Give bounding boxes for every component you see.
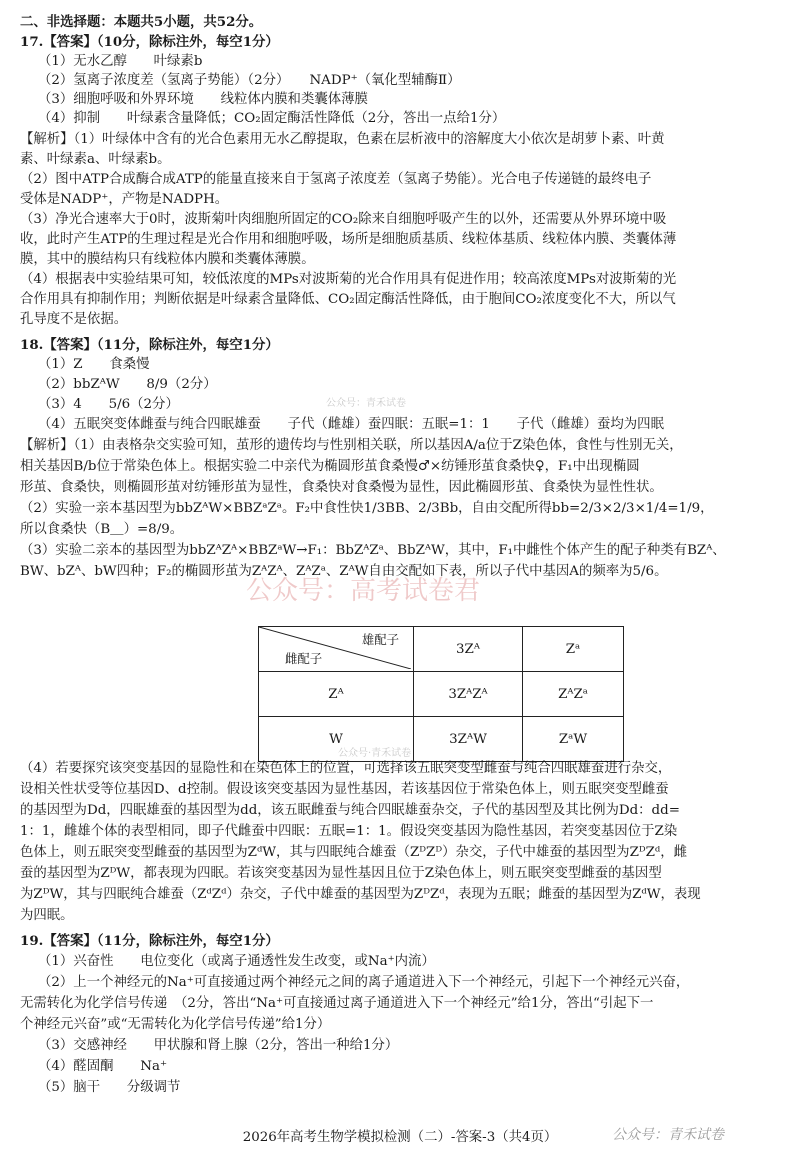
q18-analysis-line: 为ZᴰW，其与四眠纯合雄蚕（ZᵈZᵈ）杂交，子代中雄蚕的基因型为ZᴰZᵈ，表现为五眠；雌蚕的基因型为ZᵈW，表现 <box>20 887 701 902</box>
q18-analysis-line: 为四眠。 <box>20 908 74 923</box>
q18-analysis-line: 的基因型为Dd，四眠雄蚕的基因型为dd，该五眠雌蚕与纯合四眠雄蚕杂交，子代的基因型及其比例为Dd：dd= <box>20 803 680 818</box>
q17-analysis-line: 收，此时产生ATP的生理过程是光合作用和细胞呼吸，场所是细胞质基质、线粒体基质、线粒体内膜、类囊体薄 <box>20 232 677 247</box>
q19-answer-4: （4）醛固酮 Na⁺ <box>38 1059 168 1074</box>
q19-answer-3: （3）交感神经 甲状腺和肾上腺（2分，答出一种给1分） <box>38 1038 399 1053</box>
q17-analysis-line: （3）净光合速率大于0时，波斯菊叶肉细胞所固定的CO₂除来自细胞呼吸产生的以外，还需要从外界环境中吸 <box>20 212 667 227</box>
q17-answer-2: （2）氢离子浓度差（氢离子势能）（2分） NADP⁺（氧化型辅酶Ⅱ） <box>38 73 461 88</box>
q19-answer-2-cont: 个神经元兴奋”或“无需转化为化学信号传递”给1分） <box>20 1017 331 1032</box>
q18-answer-2: （2）bbZᴬW 8/9（2分） <box>38 377 217 392</box>
watermark-large: 公众号：高考试卷君 <box>246 576 481 606</box>
watermark-small: 公众号：青禾试卷 <box>326 398 406 409</box>
q18-answer-header: 18.【答案】（11分，除标注外，每空1分） <box>20 337 279 353</box>
q17-analysis-line: （2）图中ATP合成酶合成ATP的能量直接来自于氢离子浓度差（氢离子势能）。光合电子传递链的最终电子 <box>20 172 652 187</box>
q18-analysis-line: （2）实验一亲本基因型为bbZᴬW×BBZᵃZᵃ。F₂中食性快1/3BB、2/3Bb，自由交配所得bb=2/3×2/3×1/4=1/9， <box>20 501 714 516</box>
punnett-cell: 3ZᴬW <box>414 717 523 762</box>
q17-analysis-line: 膜，其中的膜结构只有线粒体内膜和类囊体薄膜。 <box>20 252 315 267</box>
q19-answer-header: 19.【答案】（11分，除标注外，每空1分） <box>20 933 279 949</box>
punnett-col-header: Zᵃ <box>523 627 624 672</box>
punnett-cell: ZᴬZᵃ <box>523 672 624 717</box>
q17-analysis-line: 合作用具有抑制作用；判断依据是叶绿素含量降低、CO₂固定酶活性降低，由于胞间CO₂浓度变化不大，所以气 <box>20 292 676 307</box>
q19-answer-5: （5）脑干 分级调节 <box>38 1080 181 1095</box>
punnett-row-header: Zᴬ <box>259 672 414 717</box>
q18-analysis-line: BW、bZᴬ、bW四种；F₂的椭圆形茧为ZᴬZᴬ、ZᴬZᵃ、ZᴬW自由交配如下表，所以子代中基因A的频率为5/6。 <box>20 564 668 579</box>
q18-analysis-line: （4）若要探究该突变基因的显隐性和在染色体上的位置，可选择该五眠突变型雌蚕与纯合四眠雄蚕进行杂交， <box>20 761 672 776</box>
punnett-cell: ZᵃW <box>523 717 624 762</box>
punnett-row-header: W <box>259 717 414 762</box>
punnett-table <box>258 626 624 762</box>
q18-analysis-line: 1：1，雌雄个体的表型相同，即子代雌蚕中四眠：五眠=1：1。假设突变基因为隐性基因，若突变基因位于Z染 <box>20 824 678 839</box>
watermark-small: 公众号·青禾试卷 <box>338 748 412 759</box>
q18-analysis-line: 相关基因B/b位于常染色体上。根据实验二中亲代为椭圆形茧食桑慢♂×纺锤形茧食桑快♀，F₁中出现椭圆 <box>20 459 640 474</box>
q18-analysis-line: 【解析】（1）由表格杂交实验可知，茧形的遗传均与性别相关联，所以基因A/a位于Z染色体，食性与性别无关， <box>20 438 683 453</box>
q17-analysis-line: 【解析】（1）叶绿体中含有的光合色素用无水乙醇提取，色素在层析液中的溶解度大小依次是胡萝卜素、叶黄 <box>20 132 665 147</box>
q17-analysis-line: 孔导度不是依据。 <box>20 312 128 327</box>
q18-answer-4: （4）五眠突变体雌蚕与纯合四眠雄蚕 子代（雌雄）蚕四眠：五眠=1：1 子代（雌雄）蚕均为四眠 <box>38 417 664 432</box>
header-male-gamete: 雄配子 <box>361 632 399 647</box>
punnett-cell: 3ZᴬZᴬ <box>414 672 523 717</box>
page-footer: 2026年高考生物学模拟检测（二）-答案-3（共4页） <box>242 1130 558 1145</box>
header-female-gamete: 雌配子 <box>285 651 323 666</box>
q18-analysis-line: 形茧、食桑快，则椭圆形茧对纺锤形茧为显性，食桑快对食桑慢为显性，因此椭圆形茧、食桑快为显性性状。 <box>20 480 663 495</box>
q17-analysis-line: 受体是NADP⁺，产物是NADPH。 <box>20 192 229 207</box>
watermark-corner: 公众号：青禾试卷 <box>612 1127 724 1143</box>
q18-analysis-line: 色体上，则五眠突变型雌蚕的基因型为ZᵈW，其与四眠纯合雄蚕（ZᴰZᴰ）杂交，子代中雄蚕的基因型为ZᴰZᵈ，雌 <box>20 845 688 860</box>
q18-answer-1: （1）Z 食桑慢 <box>38 357 150 372</box>
q17-answer-3: （3）细胞呼吸和外界环境 线粒体内膜和类囊体薄膜 <box>38 92 368 107</box>
section-heading: 二、非选择题：本题共5小题，共52分。 <box>20 14 263 30</box>
q18-answer-3: （3）4 5/6（2分） <box>38 397 179 412</box>
q17-analysis-line: 素、叶绿素a、叶绿素b。 <box>20 152 171 167</box>
punnett-header-cell <box>259 627 414 672</box>
q17-answer-header: 17.【答案】（10分，除标注外，每空1分） <box>20 34 279 50</box>
q18-analysis-line: 设相关性状受等位基因D、d控制。假设该突变基因为显性基因，若该基因位于常染色体上，则五眠突变型雌蚕 <box>20 782 669 797</box>
q17-answer-4: （4）抑制 叶绿素含量降低；CO₂固定酶活性降低（2分，答出一点给1分） <box>38 111 506 126</box>
q18-analysis-line: 所以食桑快（B＿）=8/9。 <box>20 522 184 537</box>
q19-answer-2: （2）上一个神经元的Na⁺可直接通过两个神经元之间的离子通道进入下一个神经元，引起下一个神经元兴奋， <box>38 975 690 990</box>
q17-answer-1: （1）无水乙醇 叶绿素b <box>38 54 203 69</box>
q19-answer-1: （1）兴奋性 电位变化（或离子通透性发生改变，或Na⁺内流） <box>38 954 435 969</box>
punnett-col-header: 3Zᴬ <box>414 627 523 672</box>
q17-analysis-line: （4）根据表中实验结果可知，较低浓度的MPs对波斯菊的光合作用具有促进作用；较高浓度MPs对波斯菊的光 <box>20 272 677 287</box>
q19-answer-2-cont: 无需转化为化学信号传递 （2分，答出“Na⁺可直接通过离子通道进入下一个神经元”给1分，答出“引起下一 <box>20 996 654 1011</box>
q18-analysis-line: （3）实验二亲本的基因型为bbZᴬZᴬ×BBZᵃW→F₁：BbZᴬZᵃ、BbZᴬW，其中，F₁中雌性个体产生的配子种类有BZᴬ、 <box>20 543 726 558</box>
q18-analysis-line: 蚕的基因型为ZᴰW，都表现为四眠。若该突变基因为显性基因且位于Z染色体上，则五眠突变型雌蚕的基因型 <box>20 866 662 881</box>
